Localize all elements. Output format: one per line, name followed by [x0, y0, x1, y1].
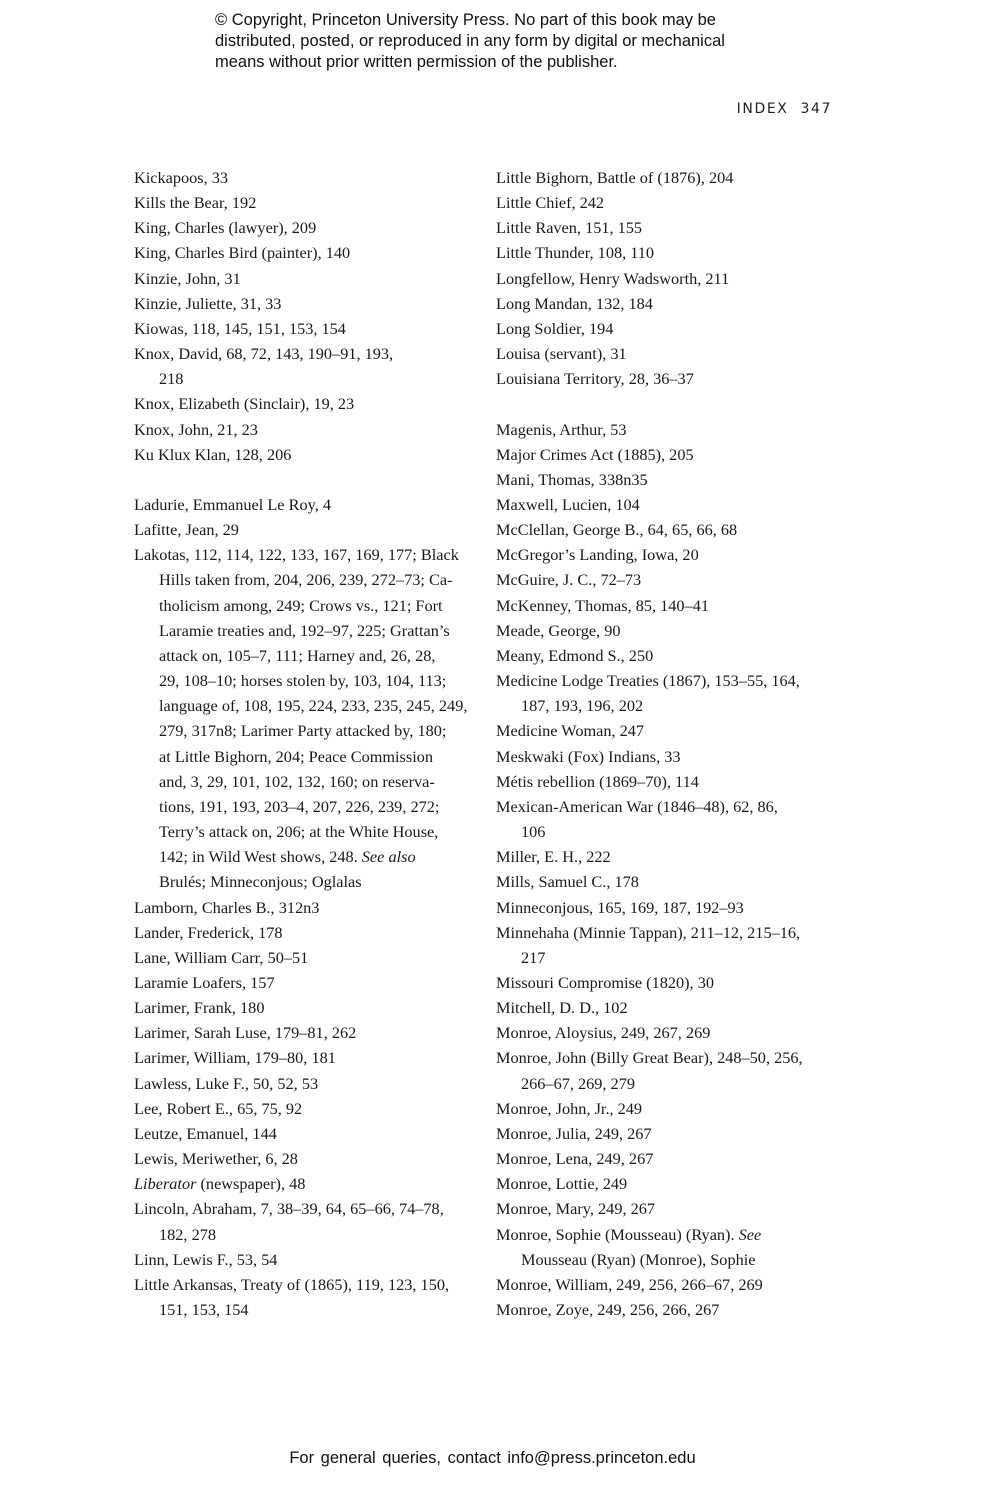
index-entry: Magenis, Arthur, 53: [496, 419, 627, 439]
running-head-label: INDEX: [736, 101, 789, 117]
index-entry: Kills the Bear, 192: [134, 193, 257, 213]
copyright-notice: [215, 10, 835, 73]
section-break: [496, 391, 841, 416]
index-column-right: [496, 165, 841, 1322]
index-entry: Minneconjous, 165, 169, 187, 192–93: [496, 897, 744, 917]
index-entry: Ku Klux Klan, 128, 206: [134, 444, 292, 464]
index-entry: McGregor’s Landing, Iowa, 20: [496, 545, 699, 565]
index-entry: Mills, Samuel C., 178: [496, 872, 639, 892]
index-entry: Lane, William Carr, 50–51: [134, 947, 309, 967]
index-entry: Long Mandan, 132, 184: [496, 293, 653, 313]
index-entry: Monroe, John (Billy Great Bear), 248–50, 256, 266–67, 269, 279: [496, 1048, 803, 1093]
index-entry-lakotas: Lakotas, 112, 114, 122, 133, 167, 169, 177; Black Hills taken from, 204, 206, 239, 272–73; Ca- tholicism among, 249; Crows vs., 121; Fort Laramie treaties and, 192–97, 225; Grattan’s attack on, 105–7, 111; Harney and, 26, 28, 29, 108–10; horses stolen by, 103, 104, 113; language of, 108, 195, 224, 233, 235, 245, 249, 279, 317n8; Larimer Party attacked by, 180; at Little Bighorn, 204; Peace Commission and, 3, 29, 101, 102, 132, 160; on reserva- tions, 191, 193, 203–4, 207, 226, 239, 272; Terry’s attack on, 206; at the White House, 142; in Wild West shows, 248. See also Brulés; Minneconjous; Oglalas: [134, 545, 468, 892]
index-entry: King, Charles (lawyer), 209: [134, 218, 317, 238]
index-entry: Monroe, William, 249, 256, 266–67, 269: [496, 1274, 763, 1294]
index-entry: Missouri Compromise (1820), 30: [496, 972, 714, 992]
index-entry: Kickapoos, 33: [134, 168, 229, 187]
section-break: [134, 467, 479, 492]
index-entry: Louisiana Territory, 28, 36–37: [496, 369, 694, 389]
index-entry: Medicine Lodge Treaties (1867), 153–55, 164, 187, 193, 196, 202: [496, 671, 800, 716]
index-entry: Little Raven, 151, 155: [496, 218, 643, 238]
index-entry: Knox, David, 68, 72, 143, 190–91, 193, 218: [134, 344, 394, 389]
index-entry: Mitchell, D. D., 102: [496, 998, 628, 1018]
index-entry: Lander, Frederick, 178: [134, 922, 283, 942]
index-entry: Meskwaki (Fox) Indians, 33: [496, 746, 681, 766]
index-entry: Knox, Elizabeth (Sinclair), 19, 23: [134, 394, 355, 414]
index-entry: Monroe, Lottie, 249: [496, 1174, 628, 1194]
index-entry: Kinzie, Juliette, 31, 33: [134, 293, 282, 313]
running-head: [737, 101, 832, 117]
index-entry: Linn, Lewis F., 53, 54: [134, 1249, 278, 1269]
index-entry: Lawless, Luke F., 50, 52, 53: [134, 1073, 319, 1093]
index-entry: Monroe, Aloysius, 249, 267, 269: [496, 1023, 711, 1043]
index-entry: Kinzie, John, 31: [134, 268, 241, 288]
index-entry: Larimer, Sarah Luse, 179–81, 262: [134, 1023, 357, 1043]
copyright-line: means without prior written permission of the publisher.: [215, 53, 618, 71]
index-entry: Monroe, Mary, 249, 267: [496, 1199, 656, 1219]
index-entry: Major Crimes Act (1885), 205: [496, 444, 694, 464]
index-entry: Monroe, Julia, 249, 267: [496, 1123, 652, 1143]
index-entry: Kiowas, 118, 145, 151, 153, 154: [134, 318, 346, 338]
index-entry: McClellan, George B., 64, 65, 66, 68: [496, 520, 738, 540]
index-entry: Leutze, Emanuel, 144: [134, 1123, 277, 1143]
index-entry: Little Arkansas, Treaty of (1865), 119, 123, 150, 151, 153, 154: [134, 1274, 450, 1320]
index-entry: Medicine Woman, 247: [496, 721, 645, 741]
index-entry: Little Thunder, 108, 110: [496, 243, 655, 263]
index-entry: Knox, John, 21, 23: [134, 419, 258, 439]
index-entry: Maxwell, Lucien, 104: [496, 495, 640, 515]
copyright-line: © Copyright, Princeton University Press. No part of this book may be: [215, 11, 716, 29]
index-entry: Métis rebellion (1869–70), 114: [496, 771, 699, 791]
index-column-left: [134, 165, 479, 1322]
index-entry: Ladurie, Emmanuel Le Roy, 4: [134, 495, 331, 515]
index-entry: Miller, E. H., 222: [496, 847, 611, 867]
index-entry: Lamborn, Charles B., 312n3: [134, 897, 320, 917]
index-entry: Liberator (newspaper), 48: [134, 1174, 306, 1194]
page-number: 347: [800, 101, 832, 117]
index-entry: Longfellow, Henry Wadsworth, 211: [496, 268, 730, 288]
index-entry: Lafitte, Jean, 29: [134, 520, 239, 540]
footer-contact: For general queries, contact info@press.princeton.edu: [289, 1449, 696, 1467]
index-entry: Lee, Robert E., 65, 75, 92: [134, 1098, 303, 1118]
index-entry: Larimer, Frank, 180: [134, 998, 265, 1018]
index-entry: Louisa (servant), 31: [496, 344, 627, 364]
index-entry: Monroe, Zoye, 249, 256, 266, 267: [496, 1300, 720, 1320]
copyright-line: distributed, posted, or reproduced in any form by digital or mechanical: [215, 32, 725, 50]
index-entry: Lewis, Meriwether, 6, 28: [134, 1149, 298, 1169]
index-entry: Little Chief, 242: [496, 193, 605, 213]
index-entry: Minnehaha (Minnie Tappan), 211–12, 215–16, 217: [496, 922, 801, 967]
index-entry: Monroe, John, Jr., 249: [496, 1098, 643, 1118]
index-entry: Mexican-American War (1846–48), 62, 86, 106: [496, 796, 778, 842]
index-entry: Larimer, William, 179–80, 181: [134, 1048, 336, 1068]
index-entry: Laramie Loafers, 157: [134, 972, 275, 992]
index-entry: McGuire, J. C., 72–73: [496, 570, 642, 590]
index-entry: Meade, George, 90: [496, 620, 621, 640]
index-entry: Mani, Thomas, 338n35: [496, 469, 648, 489]
index-entry: Meany, Edmond S., 250: [496, 645, 654, 665]
index-entry: Long Soldier, 194: [496, 318, 614, 338]
index-entry: King, Charles Bird (painter), 140: [134, 243, 351, 263]
index-entry: Monroe, Lena, 249, 267: [496, 1149, 654, 1169]
index-entry: McKenney, Thomas, 85, 140–41: [496, 595, 709, 615]
index-entry: Little Bighorn, Battle of (1876), 204: [496, 168, 734, 187]
index-entry: Monroe, Sophie (Mousseau) (Ryan). See Mousseau (Ryan) (Monroe), Sophie: [496, 1224, 762, 1269]
index-entry: Lincoln, Abraham, 7, 38–39, 64, 65–66, 74–78, 182, 278: [134, 1199, 444, 1244]
